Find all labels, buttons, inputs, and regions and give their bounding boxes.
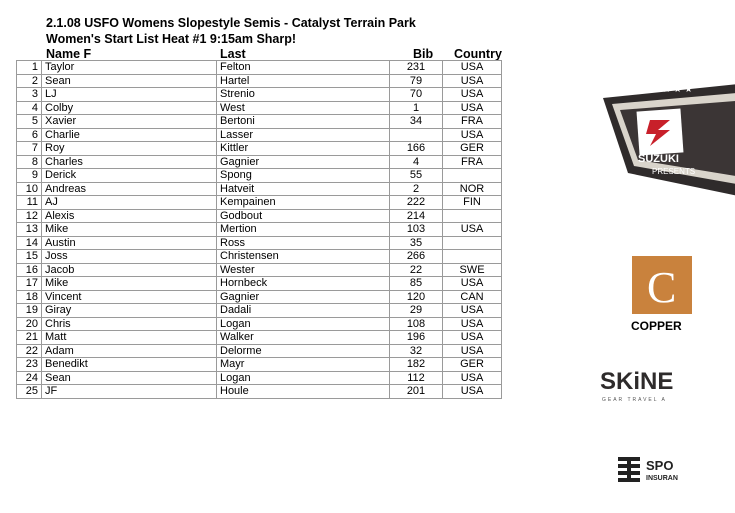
country-cell: USA <box>443 277 502 291</box>
bib-cell: 103 <box>390 223 443 237</box>
header-bib: Bib <box>413 47 434 61</box>
bib-cell: 32 <box>390 344 443 358</box>
row-number: 6 <box>17 128 42 142</box>
row-number: 1 <box>17 61 42 75</box>
last-name-cell: Felton <box>217 61 390 75</box>
last-name-cell: Dadali <box>217 304 390 318</box>
last-name-cell: Kittler <box>217 142 390 156</box>
skinet-tagline: GEAR TRAVEL A <box>602 397 667 403</box>
country-cell: GER <box>443 142 502 156</box>
country-cell: FIN <box>443 196 502 210</box>
bib-cell: 108 <box>390 317 443 331</box>
suzuki-sub: PRESENTS <box>652 167 696 176</box>
page-title: 2.1.08 USFO Womens Slopestyle Semis - Catalyst Terrain Park <box>46 16 416 30</box>
table-row <box>17 290 502 304</box>
table-row <box>17 358 502 372</box>
first-name-cell: Mike <box>42 277 217 291</box>
first-name-cell: Joss <box>42 250 217 264</box>
copper-letter: C <box>647 263 677 312</box>
country-cell: FRA <box>443 115 502 129</box>
country-cell: CAN <box>443 290 502 304</box>
first-name-cell: Charlie <box>42 128 217 142</box>
country-cell: FRA <box>443 155 502 169</box>
last-name-cell: Ross <box>217 236 390 250</box>
last-name-cell: Wester <box>217 263 390 277</box>
table-row <box>17 61 502 75</box>
country-cell: SWE <box>443 263 502 277</box>
table-row <box>17 317 502 331</box>
country-cell: USA <box>443 344 502 358</box>
skinet-text: SKiNE <box>600 368 674 395</box>
bib-cell: 4 <box>390 155 443 169</box>
country-cell: GER <box>443 358 502 372</box>
bib-cell: 201 <box>390 385 443 399</box>
table-row <box>17 101 502 115</box>
sport-insurance-logo <box>616 455 735 485</box>
bib-cell: 214 <box>390 209 443 223</box>
table-row <box>17 277 502 291</box>
first-name-cell: Sean <box>42 371 217 385</box>
country-cell: USA <box>443 304 502 318</box>
bib-cell: 231 <box>390 61 443 75</box>
row-number: 13 <box>17 223 42 237</box>
suzuki-text: SUZUKI <box>638 153 679 165</box>
last-name-cell: Spong <box>217 169 390 183</box>
first-name-cell: Giray <box>42 304 217 318</box>
last-name-cell: Gagnier <box>217 290 390 304</box>
first-name-cell: Taylor <box>42 61 217 75</box>
table-row <box>17 344 502 358</box>
first-name-cell: Colby <box>42 101 217 115</box>
table-row <box>17 263 502 277</box>
row-number: 10 <box>17 182 42 196</box>
country-cell: USA <box>443 385 502 399</box>
bib-cell: 120 <box>390 290 443 304</box>
bib-cell: 79 <box>390 74 443 88</box>
last-name-cell: Mertion <box>217 223 390 237</box>
first-name-cell: Benedikt <box>42 358 217 372</box>
first-name-cell: Xavier <box>42 115 217 129</box>
country-cell: USA <box>443 61 502 75</box>
last-name-cell: West <box>217 101 390 115</box>
row-number: 11 <box>17 196 42 210</box>
country-cell <box>443 169 502 183</box>
country-cell: USA <box>443 74 502 88</box>
header-last-name: Last <box>220 47 246 61</box>
table-row <box>17 371 502 385</box>
bib-cell: 70 <box>390 88 443 102</box>
last-name-cell: Hartel <box>217 74 390 88</box>
first-name-cell: Mike <box>42 223 217 237</box>
copper-text: COPPER <box>631 319 682 333</box>
bib-cell: 112 <box>390 371 443 385</box>
row-number: 15 <box>17 250 42 264</box>
row-number: 18 <box>17 290 42 304</box>
country-cell: USA <box>443 128 502 142</box>
last-name-cell: Mayr <box>217 358 390 372</box>
last-name-cell: Delorme <box>217 344 390 358</box>
table-row <box>17 304 502 318</box>
first-name-cell: Austin <box>42 236 217 250</box>
bib-cell: 266 <box>390 250 443 264</box>
last-name-cell: Houle <box>217 385 390 399</box>
first-name-cell: Adam <box>42 344 217 358</box>
row-number: 2 <box>17 74 42 88</box>
bib-cell: 2 <box>390 182 443 196</box>
country-cell: USA <box>443 223 502 237</box>
bib-cell: 35 <box>390 236 443 250</box>
country-cell <box>443 209 502 223</box>
first-name-cell: Chris <box>42 317 217 331</box>
table-row <box>17 128 502 142</box>
table-row <box>17 142 502 156</box>
last-name-cell: Bertoni <box>217 115 390 129</box>
bib-cell: 222 <box>390 196 443 210</box>
row-number: 22 <box>17 344 42 358</box>
first-name-cell: Derick <box>42 169 217 183</box>
row-number: 24 <box>17 371 42 385</box>
table-row <box>17 250 502 264</box>
row-number: 14 <box>17 236 42 250</box>
row-number: 7 <box>17 142 42 156</box>
last-name-cell: Kempainen <box>217 196 390 210</box>
suzuki-logo <box>598 78 735 208</box>
row-number: 3 <box>17 88 42 102</box>
country-cell: USA <box>443 317 502 331</box>
table-row <box>17 331 502 345</box>
country-cell: NOR <box>443 182 502 196</box>
last-name-cell: Lasser <box>217 128 390 142</box>
page-subtitle: Women's Start List Heat #1 9:15am Sharp! <box>46 32 297 46</box>
country-cell: USA <box>443 371 502 385</box>
first-name-cell: Charles <box>42 155 217 169</box>
bib-cell: 34 <box>390 115 443 129</box>
table-row <box>17 115 502 129</box>
table-row <box>17 385 502 399</box>
country-cell <box>443 250 502 264</box>
first-name-cell: Roy <box>42 142 217 156</box>
country-cell: USA <box>443 88 502 102</box>
spo-sub: INSURAN <box>646 475 678 482</box>
row-number: 19 <box>17 304 42 318</box>
first-name-cell: LJ <box>42 88 217 102</box>
skinet-logo <box>598 365 735 405</box>
table-row <box>17 223 502 237</box>
last-name-cell: Walker <box>217 331 390 345</box>
row-number: 5 <box>17 115 42 129</box>
row-number: 21 <box>17 331 42 345</box>
start-list-table <box>16 60 502 399</box>
spo-text: SPO <box>646 458 674 473</box>
first-name-cell: Matt <box>42 331 217 345</box>
first-name-cell: Sean <box>42 74 217 88</box>
table-row <box>17 88 502 102</box>
header-first-name: Name F <box>46 47 92 61</box>
last-name-cell: Gagnier <box>217 155 390 169</box>
svg-text:★ ★ ★ ★ ★ ★ ★ ★: ★ ★ ★ ★ ★ ★ ★ ★ <box>608 85 693 95</box>
header-country: Country <box>454 47 502 61</box>
table-row <box>17 182 502 196</box>
last-name-cell: Logan <box>217 371 390 385</box>
table-row <box>17 74 502 88</box>
row-number: 8 <box>17 155 42 169</box>
table-row <box>17 236 502 250</box>
bib-cell: 196 <box>390 331 443 345</box>
first-name-cell: Andreas <box>42 182 217 196</box>
first-name-cell: Vincent <box>42 290 217 304</box>
first-name-cell: AJ <box>42 196 217 210</box>
last-name-cell: Logan <box>217 317 390 331</box>
row-number: 23 <box>17 358 42 372</box>
table-row <box>17 169 502 183</box>
copper-logo <box>631 256 735 336</box>
last-name-cell: Hornbeck <box>217 277 390 291</box>
bib-cell <box>390 128 443 142</box>
table-row <box>17 155 502 169</box>
bib-cell: 29 <box>390 304 443 318</box>
country-cell: USA <box>443 101 502 115</box>
last-name-cell: Godbout <box>217 209 390 223</box>
row-number: 17 <box>17 277 42 291</box>
country-cell: USA <box>443 331 502 345</box>
last-name-cell: Strenio <box>217 88 390 102</box>
bib-cell: 85 <box>390 277 443 291</box>
row-number: 25 <box>17 385 42 399</box>
first-name-cell: Jacob <box>42 263 217 277</box>
bib-cell: 166 <box>390 142 443 156</box>
row-number: 20 <box>17 317 42 331</box>
table-row <box>17 196 502 210</box>
last-name-cell: Hatveit <box>217 182 390 196</box>
bib-cell: 22 <box>390 263 443 277</box>
bib-cell: 55 <box>390 169 443 183</box>
table-row <box>17 209 502 223</box>
last-name-cell: Christensen <box>217 250 390 264</box>
row-number: 16 <box>17 263 42 277</box>
first-name-cell: Alexis <box>42 209 217 223</box>
row-number: 12 <box>17 209 42 223</box>
country-cell <box>443 236 502 250</box>
row-number: 9 <box>17 169 42 183</box>
bib-cell: 182 <box>390 358 443 372</box>
first-name-cell: JF <box>42 385 217 399</box>
bib-cell: 1 <box>390 101 443 115</box>
row-number: 4 <box>17 101 42 115</box>
